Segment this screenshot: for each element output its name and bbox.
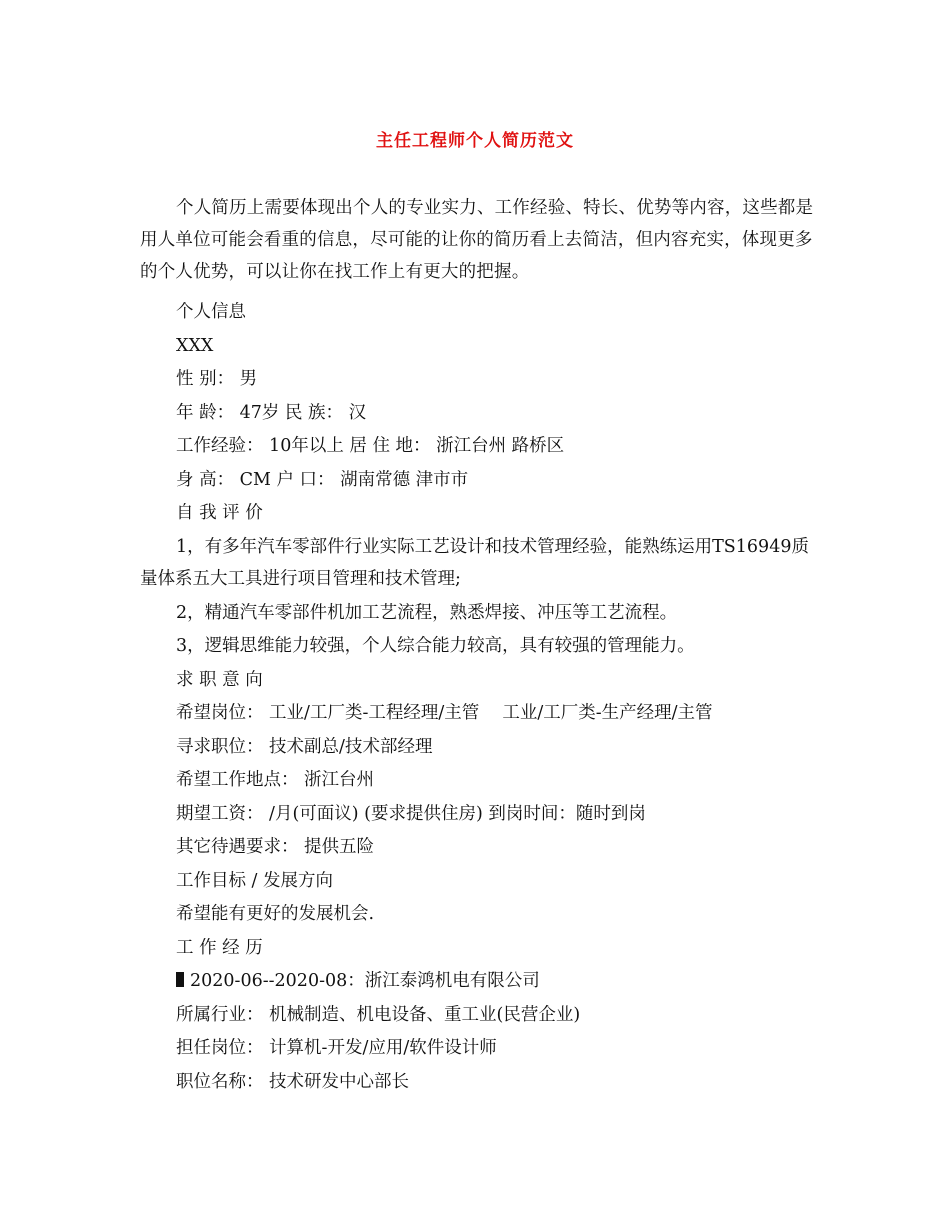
experience-residence-line: 工作经验： 10年以上 居 住 地： 浙江台州 路桥区: [176, 436, 565, 456]
section-heading-job-intent: 求 职 意 向: [176, 669, 263, 690]
other-benefits-line: 其它待遇要求： 提供五险: [176, 837, 375, 857]
desired-position-line: 希望岗位： 工业/工厂类-工程经理/主管 工业/工厂类-生产经理/主管: [176, 703, 713, 723]
resume-body: [140, 296, 820, 1099]
industry-line: 所属行业： 机械制造、机电设备、重工业(民营企业): [176, 1004, 581, 1025]
self-eval-item-1: 1，有多年汽车零部件行业实际工艺设计和技术管理经验，能熟练运用TS16949质量体系五大工具进行项目管理和技术管理;: [140, 536, 809, 589]
age-ethnicity-line: 年 龄： 47岁 民 族： 汉: [176, 402, 367, 423]
block-bullet-icon: [176, 972, 184, 987]
gender-line: 性 别： 男: [176, 369, 258, 389]
sought-position-line: 寻求职位： 技术副总/技术部经理: [176, 736, 433, 757]
section-heading-self-eval: 自 我 评 价: [176, 503, 263, 523]
name-line: XXX: [176, 335, 214, 356]
goal-text-line: 希望能有更好的发展机会.: [176, 904, 375, 924]
height-hukou-line: 身 高： CM 户 口： 湖南常德 津市市: [176, 469, 469, 490]
job-title-line: 职位名称： 技术研发中心部长: [176, 1071, 410, 1092]
intro-paragraph: 个人简历上需要体现出个人的专业实力、工作经验、特长、优势等内容，这些都是用人单位可能会看重的信息，尽可能的让你的简历看上去简洁，但内容充实，体现更多的个人优势，可以让你在找工作上有更大的把握。: [140, 198, 814, 282]
expected-salary-line: 期望工资： /月(可面议) (要求提供住房) 到岗时间：随时到岗: [176, 803, 646, 824]
section-heading-goal: 工作目标 / 发展方向: [176, 870, 334, 891]
section-heading-personal-info: 个人信息: [176, 302, 246, 322]
job-period-company: 2020-06--2020-08：浙江泰鸿机电有限公司: [190, 971, 540, 991]
self-eval-item-2: 2，精通汽车零部件机加工艺流程，熟悉焊接、冲压等工艺流程。: [176, 602, 678, 623]
document-title: 主任工程师个人简历范文: [376, 131, 574, 151]
section-heading-work-history: 工 作 经 历: [176, 937, 263, 958]
desired-location-line: 希望工作地点： 浙江台州: [176, 770, 375, 790]
job-entry-header: [140, 965, 820, 999]
role-line: 担任岗位： 计算机-开发/应用/软件设计师: [176, 1038, 497, 1058]
self-eval-item-3: 3，逻辑思维能力较强，个人综合能力较高，具有较强的管理能力。: [176, 636, 695, 656]
